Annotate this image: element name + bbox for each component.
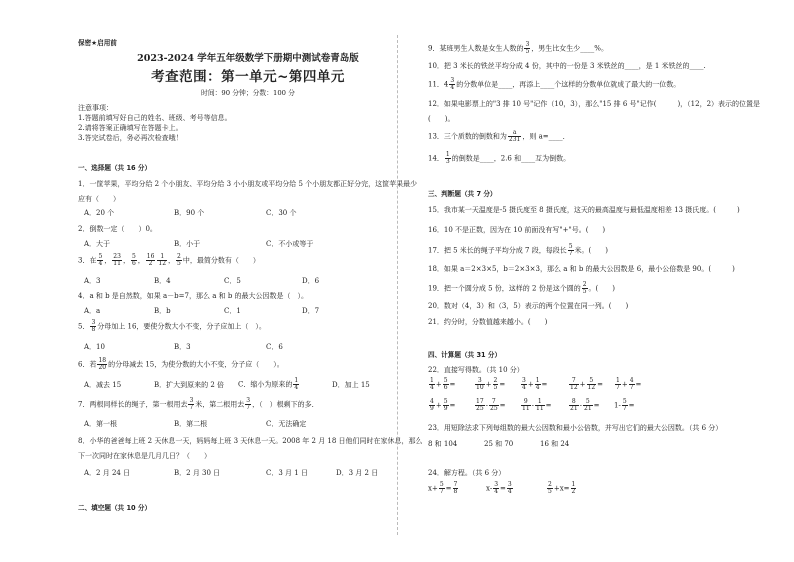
option-a[interactable]: A．10: [84, 343, 105, 351]
question-24: 24．解方程。（共 6 分）: [428, 469, 506, 477]
option-a[interactable]: A．20 个: [84, 209, 115, 217]
option-a[interactable]: A．第一根: [84, 420, 118, 428]
gcd-group: 8 和 104: [428, 440, 458, 448]
fraction: $\frac{1}{4}$: [430, 377, 434, 391]
expr-text: +: [435, 401, 442, 410]
fraction: $\frac{16}{2}$: [146, 253, 155, 267]
expr-text: +x=: [553, 484, 570, 493]
note-item: 1.答题前填写好自己的姓名、班级、考号等信息。: [78, 114, 232, 122]
option-a[interactable]: A．大于: [84, 240, 111, 248]
fraction: $\frac{3}{10}$: [476, 377, 484, 391]
calc-expression: [568, 378, 603, 391]
option-d[interactable]: D．3 月 2 日: [336, 469, 379, 477]
fraction: $\frac{a}{231}$: [508, 129, 521, 143]
option-b[interactable]: B．4: [154, 277, 171, 285]
expr-text: -: [485, 401, 489, 410]
question-15: 15．我市某一天温度是-5 摄氏度至 8 摄氏度，这天的最高温度与最低温度相差 13 摄氏度。( ): [428, 206, 740, 214]
expr-text: -: [579, 401, 583, 410]
expr-text: +: [435, 380, 442, 389]
fraction: $\frac{1}{2}$: [571, 481, 576, 495]
expr-text: =: [597, 380, 604, 389]
option-d[interactable]: D．6: [302, 277, 320, 285]
fraction: $\frac{3}{4}$: [522, 377, 526, 391]
fraction: $\frac{5}{9}$: [443, 398, 448, 412]
option-c[interactable]: C．1: [224, 307, 241, 315]
option-b[interactable]: B．扩大到原来的 2 倍: [154, 381, 225, 389]
equation: [428, 482, 459, 495]
option-a[interactable]: A．3: [84, 277, 101, 285]
expr-text: -: [531, 401, 535, 410]
expr-text: =: [541, 380, 548, 389]
fraction: $\frac{1}{7}$: [616, 377, 620, 391]
fraction: $\frac{5}{6}$: [131, 253, 136, 267]
note-item: 2.请将答案正确填写在答题卡上。: [78, 124, 183, 132]
fraction: $\frac{5}{12}$: [587, 377, 596, 391]
expr-text: =: [500, 484, 506, 493]
question-12-line1: 12．如果电影票上的"3 排 10 号"记作（10，3），那么"15 排 6 号"记作( )，（12，2）表示的位置是: [428, 100, 761, 108]
calc-expression: [428, 378, 455, 391]
question-8-line1: 8．小华的爸爸每上班 2 天休息一天，妈妈每上班 3 天休息一天。2008 年 2 月 18 日他们同时在家休息，那么: [78, 437, 423, 445]
fraction: $\frac{5}{4}$: [98, 253, 103, 267]
question-3: 3．在 $\frac{5}{4}$ ， $\frac{23}{11}$ ， $\frac{5}{6}$ ， $\frac{16}{2}$ $\frac{1}{12}$ ， $\frac{2}{5}$ 中，最简分数有（ ）: [78, 253, 260, 267]
question-17: 17．把 5 米长的绳子平均分成 7 段，每段长 $\frac{5}{7}$ 米。( ): [428, 243, 609, 257]
confidential-mark: 保密★启用前: [78, 39, 117, 47]
fraction: $\frac{7}{25}$: [490, 398, 498, 412]
fraction: $\frac{1}{4}$: [294, 377, 299, 391]
option-c[interactable]: C．3 月 1 日: [266, 469, 308, 477]
calc-expression: [474, 378, 505, 391]
question-1-line1: 1．一筐苹果，平均分给 2 个小朋友、平均分给 3 小小朋友或平均分给 5 个小朋友都正好分完，这筐苹果最少: [78, 180, 418, 188]
question-6: 6．若 $\frac{18}{20}$ 的分母减去 15，为使分数的大小不变，分子应（ ）。: [78, 357, 284, 371]
fraction: $\frac{5}{7}$: [568, 243, 573, 257]
expr-text: +: [579, 380, 586, 389]
fraction: $\frac{1}{4}$: [535, 377, 540, 391]
question-20: 20．数对（4，3）和（3，5）表示的两个位置在同一列。( ): [428, 302, 629, 310]
calc-expression: [474, 399, 506, 412]
equation: [546, 482, 577, 495]
option-b[interactable]: B．b: [154, 307, 171, 315]
expr-text: =: [593, 401, 600, 410]
question-11: 11．4 $\frac{3}{4}$ 的分数单位是____，再添上____个这样的分数单位就成了最大的一位数。: [428, 77, 681, 91]
fraction: $\frac{3}{8}$: [91, 319, 96, 333]
fraction: $\frac{9}{11}$: [522, 398, 530, 412]
section-fill-title: 二、填空题（共 10 分）: [78, 504, 152, 512]
expr-text: x+: [428, 484, 438, 493]
expr-text: =: [499, 401, 506, 410]
expr-text: +: [621, 380, 628, 389]
option-b[interactable]: B．2 月 30 日: [174, 469, 221, 477]
column-divider: [397, 35, 398, 535]
expr-text: =: [499, 380, 506, 389]
expr-text: =: [449, 401, 456, 410]
question-16: 16．10 不是正数，因为在 10 前面没有写"+"号。( ): [428, 226, 606, 234]
fraction: $\frac{3}{4}$: [494, 481, 499, 495]
fraction: $\frac{5}{7}$: [439, 481, 444, 495]
q3-prefix: 3．在: [78, 256, 97, 265]
fraction: $\frac{1}{12}$: [158, 253, 167, 267]
expr-text: =: [449, 380, 456, 389]
question-4: 4．a 和 b 是自然数，如果 a－b=7，那么 a 和 b 的最大公因数是（ ）。: [78, 292, 309, 300]
fraction: $\frac{7}{8}$: [453, 481, 458, 495]
option-c[interactable]: C．6: [266, 343, 283, 351]
expr-text: +: [527, 380, 534, 389]
expr-text: +: [485, 380, 492, 389]
fraction: $\frac{2}{5}$: [582, 281, 587, 295]
option-c[interactable]: C．5: [224, 277, 241, 285]
calc-expression: [520, 378, 547, 391]
option-a[interactable]: A．减去 15: [84, 381, 122, 389]
option-d[interactable]: D．7: [302, 307, 320, 315]
question-18: 18．如果 a＝2×3×5，b＝2×3×3，那么 a 和 b 的最大公因数是 6，最小公倍数是 90。( ): [428, 265, 735, 273]
fraction: $\frac{3}{7}$: [246, 397, 251, 411]
option-b[interactable]: B．90 个: [174, 209, 205, 217]
exam-title: 2023-2024 学年五年级数学下册期中测试卷青岛版: [137, 53, 359, 64]
question-1-line2: 应有（ ）: [78, 195, 120, 203]
note-item: 3.答完试卷后，务必再次检查哦！: [78, 134, 183, 142]
question-12-line2: ( )。: [428, 115, 455, 123]
fraction: $\frac{2}{5}$: [548, 481, 552, 495]
notes-title: 注意事项：: [78, 104, 113, 112]
option-c[interactable]: C．30 个: [266, 209, 297, 217]
expr-text: =: [545, 401, 552, 410]
section-calc-title: 四、计算题（共 31 分）: [428, 351, 502, 359]
gcd-group: 25 和 70: [484, 440, 514, 448]
fraction: $\frac{2}{5}$: [177, 253, 181, 267]
equation: [486, 482, 514, 495]
fraction: $\frac{5}{21}$: [584, 398, 592, 412]
question-7: 7．两根同样长的绳子，第一根用去 $\frac{3}{7}$ 米，第二根用去 $\frac{3}{7}$ ，（ ）根剩下的多．: [78, 397, 319, 411]
time-score: 时间：90 分钟；分数：100 分: [201, 89, 295, 97]
question-23: 23．用短除法求下列每组数的最大公因数和最小公倍数，并写出它们的最大公因数。（共 6 分）: [428, 424, 723, 432]
expr-text: 1: [614, 401, 619, 410]
fraction: $\frac{3}{7}$: [189, 397, 194, 411]
question-22: 22．直接写得数。（共 10 分）: [428, 366, 524, 374]
option-b[interactable]: B．3: [174, 343, 191, 351]
calc-expression: [614, 399, 635, 412]
fraction: $\frac{4}{7}$: [629, 377, 634, 391]
section-judge-title: 三、判断题（共 7 分）: [428, 190, 497, 198]
question-19: 19．把一个圆分成 5 份，这样的 2 份是这个圆的 $\frac{2}{5}$ 。( ): [428, 281, 616, 295]
question-5: 5． $\frac{3}{8}$ 分母加上 16，要使分数大小不变，分子应加上（ ）。: [78, 319, 266, 333]
expr-text: =: [635, 380, 642, 389]
option-c[interactable]: C．缩小为原来的 $\frac{1}{4}$: [238, 377, 299, 391]
question-21: 21．约分时，分数值越来越小。( ): [428, 318, 548, 326]
question-8-line2: 下一次同时在家休息是几月几日？（ ）: [78, 452, 211, 460]
fraction: $\frac{4}{9}$: [430, 398, 434, 412]
fraction: $\frac{5}{6}$: [443, 377, 448, 391]
question-2: 2．倒数一定（ ）0。: [78, 225, 157, 233]
question-10: 10．把 3 米长的铁丝平均分成 4 份，其中的一份是 3 米铁丝的____，是 1 米铁丝的____.: [428, 62, 706, 70]
expr-text: =: [445, 484, 452, 493]
option-a[interactable]: A．a: [84, 307, 101, 315]
question-13: 13．三个质数的倒数和为 $\frac{a}{231}$ ，则 a=____．: [428, 129, 570, 143]
fraction: $\frac{18}{20}$: [98, 357, 107, 371]
expr-text: =: [628, 401, 635, 410]
fraction: $\frac{23}{11}$: [113, 253, 121, 267]
expr-text: -: [618, 401, 621, 410]
fraction: $\frac{3}{5}$: [525, 41, 530, 55]
option-c[interactable]: C．不小或等于: [266, 240, 314, 248]
fraction: $\frac{1}{3}$: [445, 151, 450, 165]
calc-expression: [428, 399, 455, 412]
option-b[interactable]: B．第二根: [174, 420, 208, 428]
calc-expression: [614, 378, 641, 391]
calc-expression: [568, 399, 600, 412]
fraction: $\frac{5}{7}$: [622, 398, 627, 412]
fraction: $\frac{7}{12}$: [570, 377, 578, 391]
section-choice-title: 一、选择题（共 16 分）: [78, 164, 152, 172]
fraction: $\frac{8}{21}$: [570, 398, 578, 412]
gcd-group: 16 和 24: [540, 440, 570, 448]
option-b[interactable]: B．小于: [174, 240, 201, 248]
option-a[interactable]: A．2 月 24 日: [84, 469, 131, 477]
expr-text: x-: [486, 484, 493, 493]
exam-scope: 考查范围：第一单元~第四单元: [151, 69, 345, 85]
fraction: $\frac{17}{25}$: [476, 398, 484, 412]
fraction: $\frac{3}{4}$: [450, 77, 455, 91]
fraction: $\frac{3}{4}$: [507, 481, 512, 495]
question-14: 14． $\frac{1}{3}$ 的倒数是____，2.6 和____互为倒数。: [428, 151, 571, 165]
fraction: $\frac{1}{11}$: [536, 398, 544, 412]
calc-expression: [520, 399, 552, 412]
option-c[interactable]: C．无法确定: [266, 420, 307, 428]
option-d[interactable]: D．加上 15: [332, 381, 370, 389]
fraction: $\frac{2}{5}$: [493, 377, 498, 391]
question-9: 9．某班男生人数是女生人数的 $\frac{3}{5}$ ，男生比女生少____%。: [428, 41, 608, 55]
